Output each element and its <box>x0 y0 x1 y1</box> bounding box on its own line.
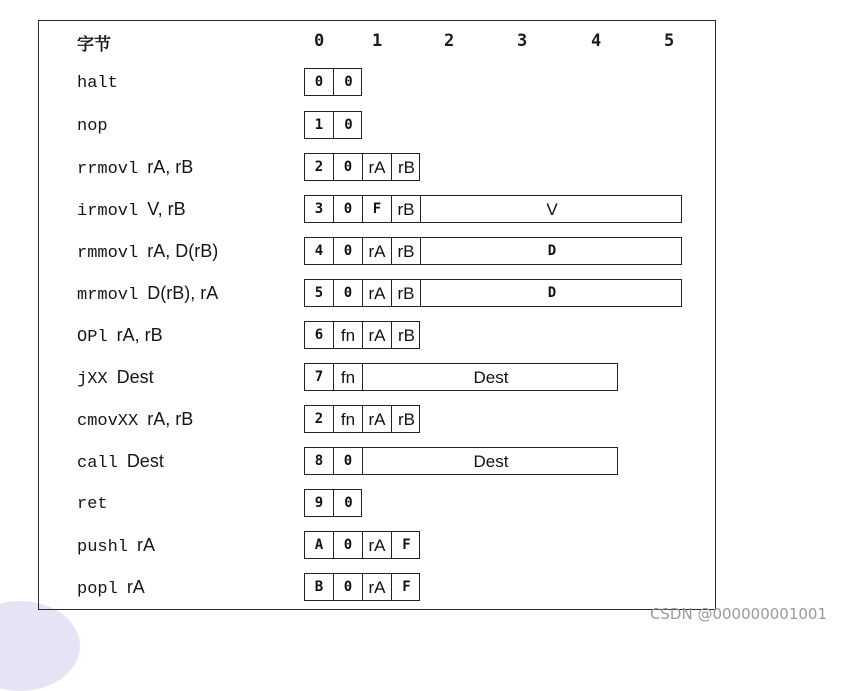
encoding-cell <box>363 574 392 600</box>
encoding-cell-text: rA <box>368 241 386 261</box>
encoding-cell <box>305 490 334 516</box>
instruction-label-call <box>77 451 164 473</box>
encoding-cell-text: Dest <box>473 367 509 387</box>
instruction-label-ret <box>77 493 108 514</box>
operands: rA, rB <box>147 409 194 429</box>
encoding-cell-text: A <box>314 537 324 553</box>
encoding-cell-text: 0 <box>343 285 353 301</box>
encoding-cell-text: 0 <box>343 453 353 469</box>
mnemonic: halt <box>77 74 118 93</box>
encoding-cell <box>363 448 619 474</box>
encoding-cell-text: 0 <box>343 159 353 175</box>
instruction-label-pushl <box>77 535 155 557</box>
encoding-cell <box>334 322 363 348</box>
encoding-cell <box>305 196 334 222</box>
background-smudge <box>0 601 80 691</box>
encoding-cell-text: 3 <box>314 201 324 217</box>
encoding-cell <box>305 364 334 390</box>
encoding-cell <box>334 112 363 138</box>
byte-index-3: 3 <box>517 31 528 51</box>
encoding-cell-text: D <box>547 285 557 301</box>
encoding-cell <box>334 490 363 516</box>
encoding-cell-text: rB <box>397 283 415 303</box>
operands: V, rB <box>147 199 186 219</box>
mnemonic: popl <box>77 580 118 599</box>
instruction-label-opl <box>77 325 163 347</box>
encoding-cell <box>305 532 334 558</box>
encoding-cell-text: rB <box>397 241 415 261</box>
encoding-cell <box>392 322 421 348</box>
mnemonic: pushl <box>77 538 129 557</box>
encoding-cell <box>334 280 363 306</box>
encoding-table-frame <box>38 20 716 610</box>
encoding-cell <box>363 532 392 558</box>
operands: Dest <box>116 367 154 387</box>
encoding-cell-text: F <box>402 537 411 553</box>
encoding-cell <box>334 574 363 600</box>
encoding-cell <box>334 238 363 264</box>
encoding-box <box>304 153 420 181</box>
encoding-cell-text: B <box>314 579 324 595</box>
encoding-cell <box>305 154 334 180</box>
encoding-cell-text: 2 <box>314 411 324 427</box>
encoding-cell <box>392 238 421 264</box>
encoding-box <box>304 68 362 96</box>
encoding-cell <box>334 154 363 180</box>
encoding-cell <box>363 322 392 348</box>
encoding-box <box>304 405 420 433</box>
encoding-cell <box>305 280 334 306</box>
operands: Dest <box>126 451 164 471</box>
instruction-label-irmovl <box>77 199 186 221</box>
encoding-cell-text: 0 <box>343 579 353 595</box>
encoding-cell-text: 2 <box>314 159 324 175</box>
mnemonic: jXX <box>77 370 108 389</box>
operands: rA <box>137 535 156 555</box>
encoding-cell-text: rA <box>368 157 386 177</box>
encoding-cell-text: rB <box>398 157 415 177</box>
encoding-box <box>304 489 362 517</box>
encoding-cell-text: fn <box>340 409 356 429</box>
encoding-cell <box>305 322 334 348</box>
encoding-cell <box>363 196 392 222</box>
encoding-cell <box>334 532 363 558</box>
encoding-cell <box>363 238 392 264</box>
encoding-cell-text: F <box>402 579 411 595</box>
operands: rA, rB <box>116 325 163 345</box>
operands: rA <box>126 577 145 597</box>
instruction-label-cmovxx <box>77 409 193 431</box>
mnemonic: ret <box>77 495 108 514</box>
encoding-cell-text: D <box>547 243 557 259</box>
encoding-cell <box>334 196 363 222</box>
encoding-cell-text: V <box>546 199 558 219</box>
encoding-cell-text: rA <box>368 409 386 429</box>
byte-index-5: 5 <box>664 31 675 51</box>
encoding-cell <box>421 238 683 264</box>
instruction-label-rrmovl <box>77 157 193 179</box>
encoding-cell <box>334 364 363 390</box>
instruction-label-jxx <box>77 367 154 389</box>
operands: rA, rB <box>147 157 194 177</box>
mnemonic: rrmovl <box>77 160 139 179</box>
encoding-cell <box>363 280 392 306</box>
encoding-cell <box>305 406 334 432</box>
encoding-cell-text: 0 <box>343 537 353 553</box>
encoding-cell-text: fn <box>340 325 356 345</box>
mnemonic: call <box>77 454 118 473</box>
encoding-cell-text: Dest <box>473 451 509 471</box>
encoding-cell-text: 6 <box>314 327 324 343</box>
encoding-cell-text: 5 <box>314 285 324 301</box>
encoding-cell-text: rB <box>397 199 415 219</box>
mnemonic: nop <box>77 117 108 136</box>
encoding-cell <box>334 406 363 432</box>
encoding-cell-text: 0 <box>344 74 353 90</box>
encoding-cell <box>334 69 363 95</box>
encoding-cell <box>392 196 421 222</box>
encoding-cell-text: 0 <box>343 201 353 217</box>
encoding-cell <box>421 280 683 306</box>
encoding-cell <box>363 364 619 390</box>
encoding-cell-text: rB <box>398 409 415 429</box>
byte-header-title: 字节 <box>77 35 111 55</box>
encoding-cell-text: 0 <box>344 117 353 133</box>
encoding-cell <box>334 448 363 474</box>
encoding-cell <box>392 574 421 600</box>
encoding-box <box>304 279 682 307</box>
instruction-label-mrmovl <box>77 283 218 305</box>
instruction-label-rmmovl <box>77 241 218 263</box>
encoding-box <box>304 237 682 265</box>
operands: rA, D(rB) <box>147 241 219 261</box>
encoding-cell <box>363 154 392 180</box>
mnemonic: OPl <box>77 328 108 347</box>
encoding-cell <box>363 406 392 432</box>
encoding-cell-text: 8 <box>314 453 324 469</box>
instruction-label-popl <box>77 577 145 599</box>
mnemonic: irmovl <box>77 202 139 221</box>
encoding-cell-text: rA <box>368 577 386 597</box>
encoding-cell <box>305 574 334 600</box>
encoding-box <box>304 111 362 139</box>
encoding-cell-text: 0 <box>343 243 353 259</box>
encoding-cell <box>392 280 421 306</box>
operands: D(rB), rA <box>147 283 219 303</box>
byte-index-2: 2 <box>444 31 455 51</box>
byte-index-0: 0 <box>314 31 325 51</box>
mnemonic: rmmovl <box>77 244 139 263</box>
encoding-box <box>304 531 420 559</box>
encoding-cell <box>421 196 683 222</box>
encoding-box <box>304 321 420 349</box>
watermark: CSDN @000000001001 <box>649 605 827 623</box>
encoding-cell <box>392 154 421 180</box>
encoding-cell-text: 0 <box>344 495 353 511</box>
encoding-cell-text: rA <box>368 535 386 555</box>
encoding-box <box>304 363 618 391</box>
byte-index-1: 1 <box>372 31 383 51</box>
encoding-cell-text: 9 <box>314 495 324 511</box>
encoding-box <box>304 573 420 601</box>
encoding-cell <box>392 532 421 558</box>
encoding-cell-text: 1 <box>314 117 324 133</box>
instruction-label-halt <box>77 72 118 93</box>
encoding-cell-text: rA <box>368 283 386 303</box>
encoding-cell <box>392 406 421 432</box>
encoding-box <box>304 195 682 223</box>
encoding-cell-text: F <box>372 201 382 217</box>
mnemonic: cmovXX <box>77 412 139 431</box>
instruction-label-nop <box>77 115 108 136</box>
encoding-cell-text: 4 <box>314 243 324 259</box>
mnemonic: mrmovl <box>77 286 139 305</box>
encoding-cell-text: 7 <box>314 369 324 385</box>
encoding-cell-text: rA <box>368 325 386 345</box>
encoding-cell <box>305 69 334 95</box>
encoding-cell-text: fn <box>340 367 356 387</box>
encoding-cell <box>305 238 334 264</box>
byte-index-4: 4 <box>591 31 602 51</box>
encoding-cell <box>305 448 334 474</box>
encoding-cell <box>305 112 334 138</box>
encoding-cell-text: rB <box>398 325 415 345</box>
encoding-cell-text: 0 <box>314 74 324 90</box>
encoding-box <box>304 447 618 475</box>
